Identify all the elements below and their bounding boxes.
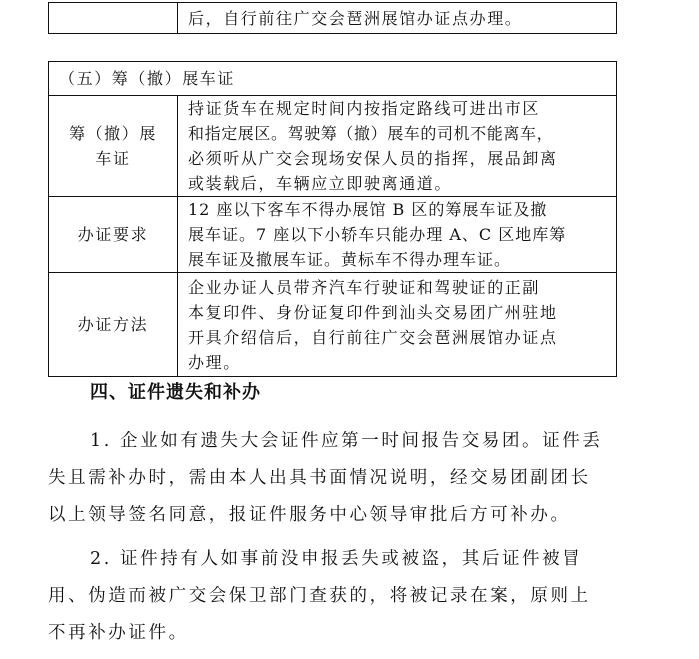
table-row: [49, 197, 617, 273]
row-content: [178, 273, 617, 377]
paragraph-line: 不再补办证件。: [48, 623, 189, 643]
row-content: [178, 96, 617, 197]
table-title: （五）筹（撤）展车证: [49, 62, 617, 96]
content-line: 开具介绍信后，自行前往广交会琶洲展馆办证点: [188, 327, 558, 347]
empty-label-cell: [49, 3, 178, 34]
content-line: 展车证。7 座以下小轿车只能办理 A、C 区地库筹: [188, 225, 567, 244]
paragraph-line: 以上领导签名同意，报证件服务中心领导审批后方可补办。: [48, 505, 571, 525]
content-line: 持证货车在规定时间内按指定路线可进出市区: [188, 99, 541, 118]
table-row: [49, 273, 617, 377]
content-line: 12 座以下客车不得办展馆 B 区的筹展车证及撤: [188, 200, 548, 219]
content-line: 展车证及撤展车证。黄标车不得办理车证。: [188, 250, 512, 269]
table-row: [49, 96, 617, 197]
row-label: 办证方法: [49, 273, 178, 377]
row-label: [49, 96, 178, 197]
content-line: 和指定展区。驾驶筹（撤）展车的司机不能离车，: [188, 124, 554, 143]
row-label: 办证要求: [49, 197, 178, 273]
previous-table-fragment: [48, 2, 617, 34]
content-line: 本复印件、身份证复印件到汕头交易团广州驻地: [188, 302, 558, 322]
label-line: 筹（撤）展: [68, 124, 157, 143]
content-line: 办理。: [188, 352, 241, 372]
content-line: 企业办证人员带齐汽车行驶证和驾驶证的正副: [188, 277, 541, 297]
content-line: 或装载后，车辆应立即驶离通道。: [188, 174, 453, 193]
paragraph-line: 用、伪造而被广交会保卫部门查获的，将被记录在案，原则上: [48, 586, 591, 606]
cell-content: 后，自行前往广交会琶洲展馆办证点办理。: [178, 3, 617, 34]
paragraph-line: 2. 证件持有人如事前没申报丢失或被盗，其后证件被冒: [90, 549, 583, 569]
paragraph-line: 1. 企业如有遗失大会证件应第一时间报告交易团。证件丢: [90, 431, 603, 451]
section-heading: 四、证件遗失和补办: [90, 382, 261, 403]
row-content: [178, 197, 617, 273]
vehicle-pass-table: [48, 61, 617, 377]
paragraph-line: 失且需补办时，需由本人出具书面情况说明，经交易团副团长: [48, 468, 591, 488]
label-line: 车证: [95, 149, 131, 168]
content-line: 必须听从广交会现场安保人员的指挥，展品卸离: [188, 149, 558, 168]
